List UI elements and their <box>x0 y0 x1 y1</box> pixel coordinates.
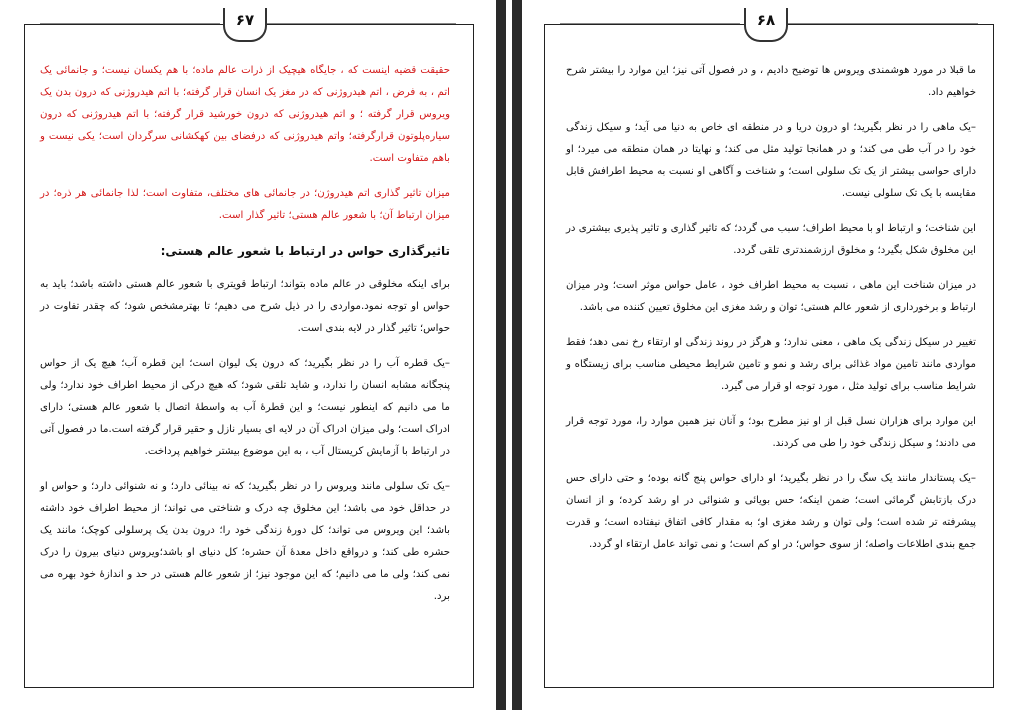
paragraph: میزان تاثیر گذاری اتم هیدروژن؛ در جانمائی های مختلف، متفاوت است؛ لذا جانمائی هر ذره؛ در میزان ارتباط آن؛ با شعور عالم هستی؛ تاثیر گذار است. <box>40 188 450 221</box>
book-spine <box>486 0 532 710</box>
page-number: ۶۷ <box>223 8 267 42</box>
paragraph: –یک قطره آب را در نظر بگیرید؛ که درون یک لیوان است؛ این قطره آب؛ هیچ یک از حواس پنجگانه مشابه انسان را ندارد، و شاید تلقی شود؛ که هیچ درکی از محیط اطراف خود ندارد؛ ولی ما می دانیم که اینطور نیست؛ و این قطرهٔ آب به واسطهٔ اتصال با شعور عالم هستی؛ دارای ادراک است؛ ولی میزان ادراک آن در لایه ای بسیار نازل و حقیر قرار گرفته است.ما در فصول آتی در ارتباط با آزمایش کریستال آب ، به این موضوع بیشتر خواهیم پرداخت. <box>40 358 450 457</box>
paragraph: این شناخت؛ و ارتباط او با محیط اطراف؛ سبب می گردد؛ که تاثیر گذاری و تاثیر پذیری بیشتری در این مخلوق شکل بگیرد؛ و مخلوق ارزشمندتری تلقی گردد. <box>566 223 976 256</box>
paragraph: –یک تک سلولی مانند ویروس را در نظر بگیرید؛ که نه بینائی دارد؛ و نه شنوائی دارد؛ و حواس او در حداقل خود می باشد؛ این مخلوق چه درک و شناختی می تواند؛ از محیط اطراف خود داشته باشد؛ این ویروس می تواند؛ کل دورهٔ زندگی خود را؛ درون بدن یک پرسلولی کوچک؛ مانند یک حشره طی کند؛ و درواقع داخل معدهٔ آن حشره؛ کل دنیای او باشد؛ویروس دنیای بیرون را درک نمی کند؛ ولی ما می دانیم؛ که این موجود نیز؛ از شعور عالم هستی در حد و اندازهٔ خود بهره می برد. <box>40 481 450 602</box>
paragraph: حقیقت قضیه اینست که ، جایگاه هیچیک از ذرات عالم ماده؛ با هم یکسان نیست؛ و جانمائی یک اتم ، به فرض ، اتم هیدروژنی که در مغز یک انسان قرار گرفته؛ با اتم هیدروژنی که درون بدن یک ویروس قرار گرفته ؛ و اتم هیدروژنی که درون خورشید قرار گرفته؛ با اتم هیدروژنی که درون سیاره‌پلوتون قرارگرفته؛ واتم هیدروژنی که درفضای بین کهکشانی سرگردان است؛ یکی نیست و باهم متفاوت است. <box>40 65 450 164</box>
paragraph: ما قبلا در مورد هوشمندی ویروس ها توضیح دادیم ، و در فصول آتی نیز؛ این موارد را بیشتر شرح خواهیم داد. <box>566 65 976 98</box>
paragraph: –یک پستاندار مانند یک سگ را در نظر بگیرید؛ او دارای حواس پنج گانه بوده؛ و حتی دارای حس درک بازتابش گرمائی است؛ ضمن اینکه؛ حس بویائی و شنوائی در او رشد کرده؛ و از انسان پیشرفته تر شده است؛ ولی توان و رشد مغزی او؛ به مقدار کافی اتفاق نیفتاده است؛ و قدرت جمع بندی اطلاعات واصله؛ از سوی حواس؛ در او کم است؛ و نمی تواند عامل ارتقاء او گردد. <box>566 473 976 550</box>
page-content <box>40 60 450 621</box>
header-rule <box>560 23 740 24</box>
left-page <box>0 0 486 710</box>
page-content <box>566 60 976 569</box>
paragraph: این موارد برای هزاران نسل قبل از او نیز مطرح بود؛ و آنان نیز همین موارد را، مورد توجه قرار می دادند؛ و سیکل زندگی خود را طی می کردند. <box>566 416 976 449</box>
paragraph: در میزان شناخت این ماهی ، نسبت به محیط اطراف خود ، عامل حواس موثر است؛ ودر میزان ارتباط و برخورداری از شعور عالم هستی؛ توان و رشد مغزی این مخلوق تعیین کننده می باشد. <box>566 280 976 313</box>
header-rule <box>788 23 978 24</box>
page-number: ۶۸ <box>744 8 788 42</box>
section-heading: تاثیرگذاری حواس در ارتباط با شعور عالم هستی: <box>160 244 450 258</box>
header-rule <box>266 23 456 24</box>
paragraph: برای اینکه مخلوقی در عالم ماده بتواند؛ ارتباط قویتری با شعور عالم هستی داشته باشد؛ باید به حواس او توجه نمود.مواردی را در ذیل شرح می دهیم؛ تا بهترمشخص شود؛ که چقدر تفاوت در حواس؛ تاثیر گذار در لایه بندی است. <box>40 279 450 334</box>
header-rule <box>40 23 220 24</box>
right-page <box>532 0 1018 710</box>
paragraph: –یک ماهی را در نظر بگیرید؛ او درون دریا و در منطقه ای خاص به دنیا می آید؛ و سیکل زندگی خود را در آب طی می کند؛ و در همانجا تولید مثل می کند؛ و نهایتا در همان منطقه می میرد؛ او دارای حواسی بیشتر از یک تک سلولی است؛ و شناخت و آگاهی او نسبت به محیط اطرافش قابل مقایسه با یک تک سلولی نیست. <box>566 122 976 199</box>
paragraph: تغییر در سیکل زندگی یک ماهی ، معنی ندارد؛ و هرگز در روند زندگی او ارتقاء رخ نمی دهد؛ فقط مواردی مانند تامین مواد غذائی برای رشد و نمو و تامین شرایط محیطی مناسب برای زیستگاه و شرایط مناسب برای تولید مثل ، مورد توجه او قرار می گیرد. <box>566 337 976 392</box>
